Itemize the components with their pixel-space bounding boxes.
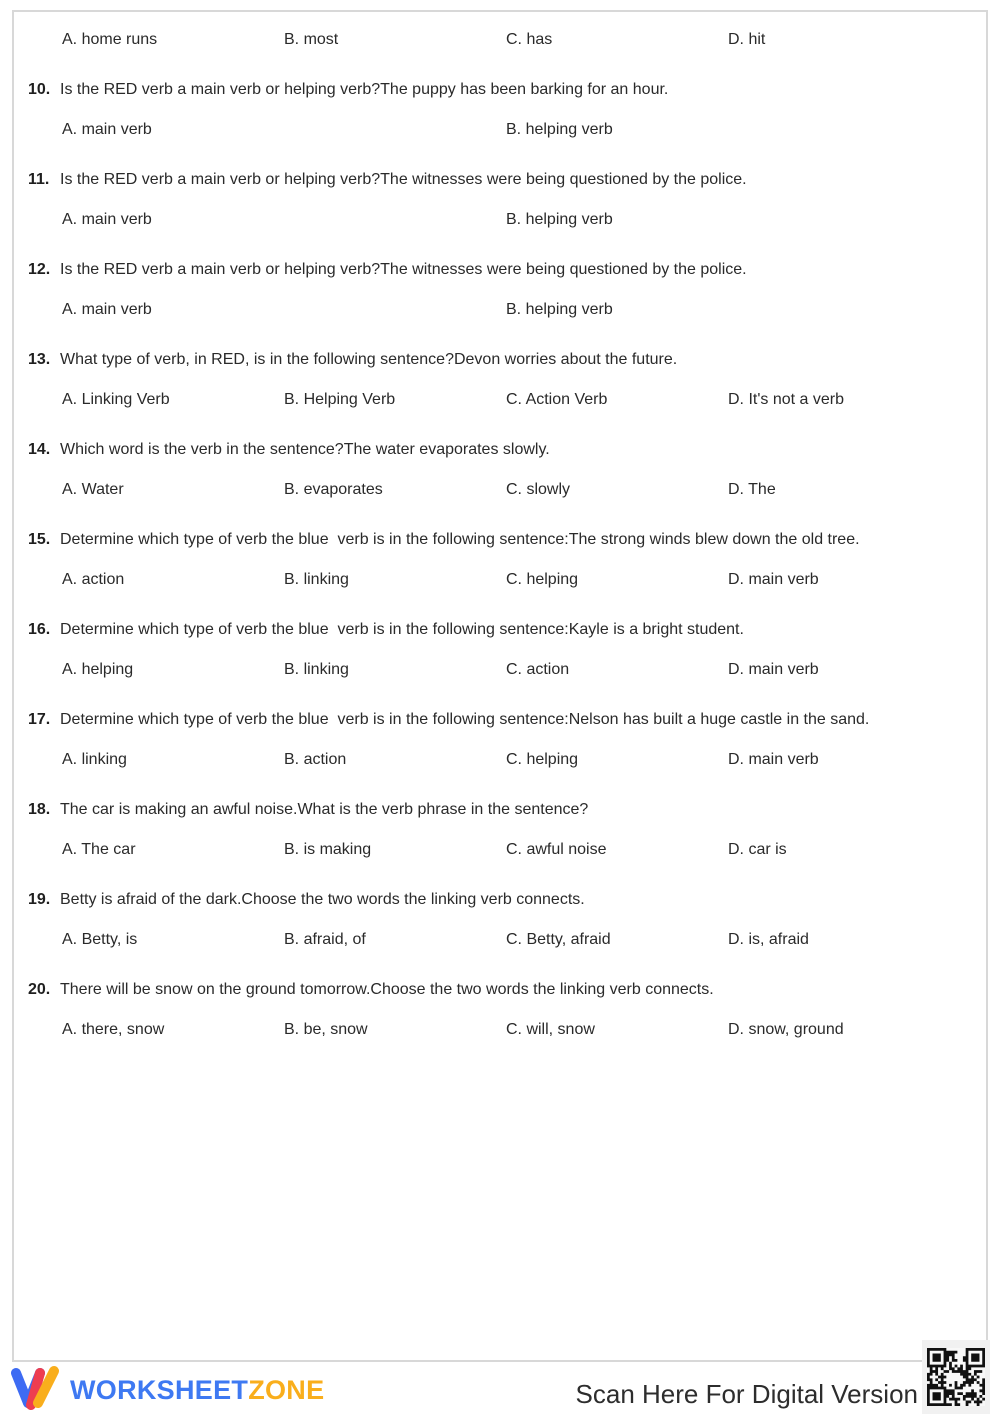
answer-option: D. snow, ground [728,1021,844,1038]
answer-option: A. home runs [62,31,158,48]
answer-option: A. Linking Verb [62,391,170,408]
question-block [28,798,932,862]
brand-zone-text: ZONE [248,1375,325,1405]
question-line [28,78,932,102]
answer-option: B. be, snow [284,1021,368,1038]
answer-option: B. linking [284,661,349,678]
question-line [28,888,932,912]
options-row [62,298,932,322]
options-row [62,658,932,682]
answer-option: D. main verb [728,571,819,588]
answer-option: A. The car [62,841,136,858]
answer-option: A. main verb [62,211,152,228]
question-block [28,528,932,592]
question-text: What type of verb, in RED, is in the following sentence?Devon worries about the future. [60,351,678,368]
question-block [28,348,932,412]
question-text: Determine which type of verb the blue verb is in the following sentence:The strong winds blew down the old tree. [60,531,860,548]
question-line [28,438,932,462]
question-text: The car is making an awful noise.What is the verb phrase in the sentence? [60,801,589,818]
question-block [28,258,932,322]
answer-option: D. hit [728,31,766,48]
answer-option: C. awful noise [506,841,607,858]
options-row [62,838,932,862]
answer-option: C. slowly [506,481,571,498]
question-line [28,708,932,732]
question-block [28,708,932,772]
question-number: 14. [28,441,51,458]
answer-option: A. linking [62,751,127,768]
question-text: Betty is afraid of the dark.Choose the two words the linking verb connects. [60,891,585,908]
answer-option: C. action [506,661,570,678]
question-number: 11. [28,171,50,188]
scan-here-label: Scan Here For Digital Version [575,1379,918,1409]
question-line [28,618,932,642]
options-row [62,748,932,772]
question-line [28,798,932,822]
question-block [28,168,932,232]
question-block [28,78,932,142]
question-number: 20. [28,981,51,998]
question-line [28,348,932,372]
answer-option: B. helping verb [506,301,613,318]
options-row [62,928,932,952]
answer-option: B. linking [284,571,349,588]
answer-option: C. has [506,31,553,48]
question-text: Is the RED verb a main verb or helping verb?The witnesses were being questioned by the police. [60,261,747,278]
answer-option: B. helping verb [506,211,613,228]
answer-option: A. helping [62,661,134,678]
answer-option: A. action [62,571,125,588]
qr-code-icon [922,1340,990,1414]
question-number: 19. [28,891,51,908]
answer-option: A. there, snow [62,1021,165,1038]
question-number: 17. [28,711,51,728]
answer-option: B. helping verb [506,121,613,138]
options-row [62,208,932,232]
answer-option: B. most [284,31,339,48]
brand-worksheet-text: WORKSHEET [70,1375,249,1405]
question-block [28,888,932,952]
answer-option: B. is making [284,841,372,858]
question-block [28,618,932,682]
question-number: 12. [28,261,51,278]
answer-option: A. Betty, is [62,931,138,948]
question-line [28,258,932,282]
options-row [62,1018,932,1042]
question-block [28,438,932,502]
question-line [28,528,932,552]
question-number: 18. [28,801,51,818]
answer-option: B. Helping Verb [284,391,396,408]
question-text: Is the RED verb a main verb or helping verb?The puppy has been barking for an hour. [60,81,669,98]
answer-option: D. main verb [728,661,819,678]
question-text: Which word is the verb in the sentence?The water evaporates slowly. [60,441,550,458]
answer-option: B. afraid, of [284,931,366,948]
answer-option: C. will, snow [506,1021,595,1038]
question-number: 15. [28,531,51,548]
question-line [28,978,932,1002]
answer-option: D. The [728,481,776,498]
question-text: Determine which type of verb the blue verb is in the following sentence:Nelson has built a huge castle in the sand. [60,711,870,728]
question-number: 13. [28,351,51,368]
answer-option: D. is, afraid [728,931,809,948]
question-list [28,78,932,1042]
question-text: Determine which type of verb the blue verb is in the following sentence:Kayle is a bright student. [60,621,744,638]
answer-option: A. main verb [62,301,152,318]
answer-option: C. Betty, afraid [506,931,611,948]
question-number: 10. [28,81,51,98]
answer-option: B. evaporates [284,481,383,498]
answer-option: C. helping [506,571,579,588]
options-row [62,118,932,142]
leftover-options-row [62,28,932,52]
worksheet-page [12,10,988,1362]
answer-option: D. It's not a verb [728,391,844,408]
answer-option: C. helping [506,751,579,768]
answer-option: A. main verb [62,121,152,138]
answer-option: C. Action Verb [506,391,608,408]
question-number: 16. [28,621,51,638]
question-text: There will be snow on the ground tomorrow.Choose the two words the linking verb connects. [60,981,714,998]
question-text: Is the RED verb a main verb or helping verb?The witnesses were being questioned by the police. [60,171,747,188]
options-row [62,478,932,502]
options-row [62,388,932,412]
question-block [28,978,932,1042]
answer-option: B. action [284,751,347,768]
answer-option: D. main verb [728,751,819,768]
question-line [28,168,932,192]
answer-option: A. Water [62,481,124,498]
options-row [62,568,932,592]
answer-option: D. car is [728,841,787,858]
